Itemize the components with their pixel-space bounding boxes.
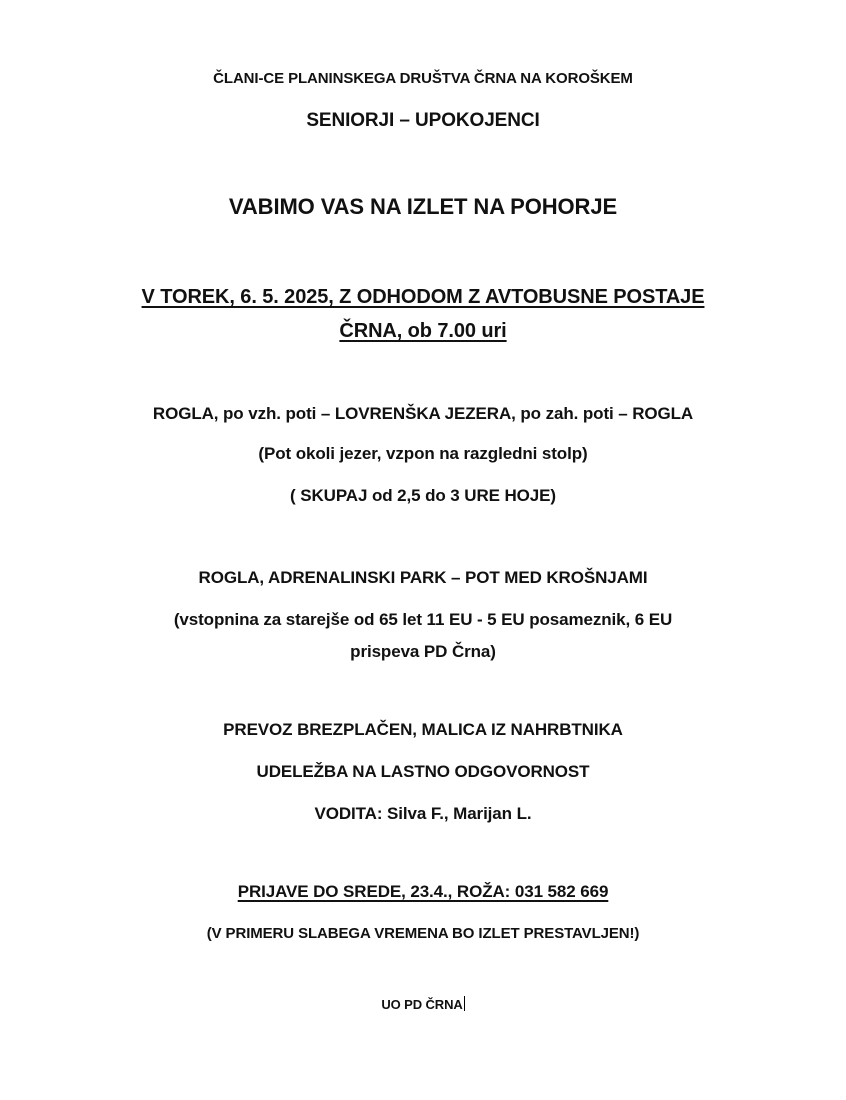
signature-line[interactable] — [0, 996, 846, 1012]
transport-note: PREVOZ BREZPLAČEN, MALICA IZ NAHRBTNIKA — [223, 720, 623, 739]
liability-note: UDELEŽBA NA LASTNO ODGOVORNOST — [256, 762, 590, 781]
departure-date-line-2: ČRNA, ob 7.00 uri — [339, 320, 507, 342]
text-cursor — [464, 996, 465, 1011]
adrenaline-park-line: ROGLA, ADRENALINSKI PARK – POT MED KROŠNJAMI — [198, 568, 648, 587]
entry-fee-line-1: (vstopnina za starejše od 65 let 11 EU - 5 EU posameznik, 6 EU — [173, 610, 673, 629]
signature-text: UO PD ČRNA — [381, 997, 463, 1012]
weather-note: (V PRIMERU SLABEGA VREMENA BO IZLET PRESTAVLJEN!) — [206, 925, 640, 942]
club-heading: ČLANI-CE PLANINSKEGA DRUŠTVA ČRNA NA KOROŠKEM — [213, 70, 633, 87]
guides-line: VODITA: Silva F., Marijan L. — [314, 804, 532, 823]
route-line: ROGLA, po vzh. poti – LOVRENŠKA JEZERA, po zah. poti – ROGLA — [152, 404, 694, 423]
route-detail: (Pot okoli jezer, vzpon na razgledni stolp) — [258, 444, 588, 463]
signup-deadline: PRIJAVE DO SREDE, 23.4., ROŽA: 031 582 669 — [237, 882, 609, 901]
departure-date-line-1: V TOREK, 6. 5. 2025, Z ODHODOM Z AVTOBUSNE POSTAJE — [141, 286, 705, 308]
hike-duration: ( SKUPAJ od 2,5 do 3 URE HOJE) — [290, 486, 556, 505]
group-heading: SENIORJI – UPOKOJENCI — [306, 110, 540, 131]
entry-fee-line-2: prispeva PD Črna) — [350, 642, 496, 661]
invitation-title: VABIMO VAS NA IZLET NA POHORJE — [228, 194, 618, 219]
